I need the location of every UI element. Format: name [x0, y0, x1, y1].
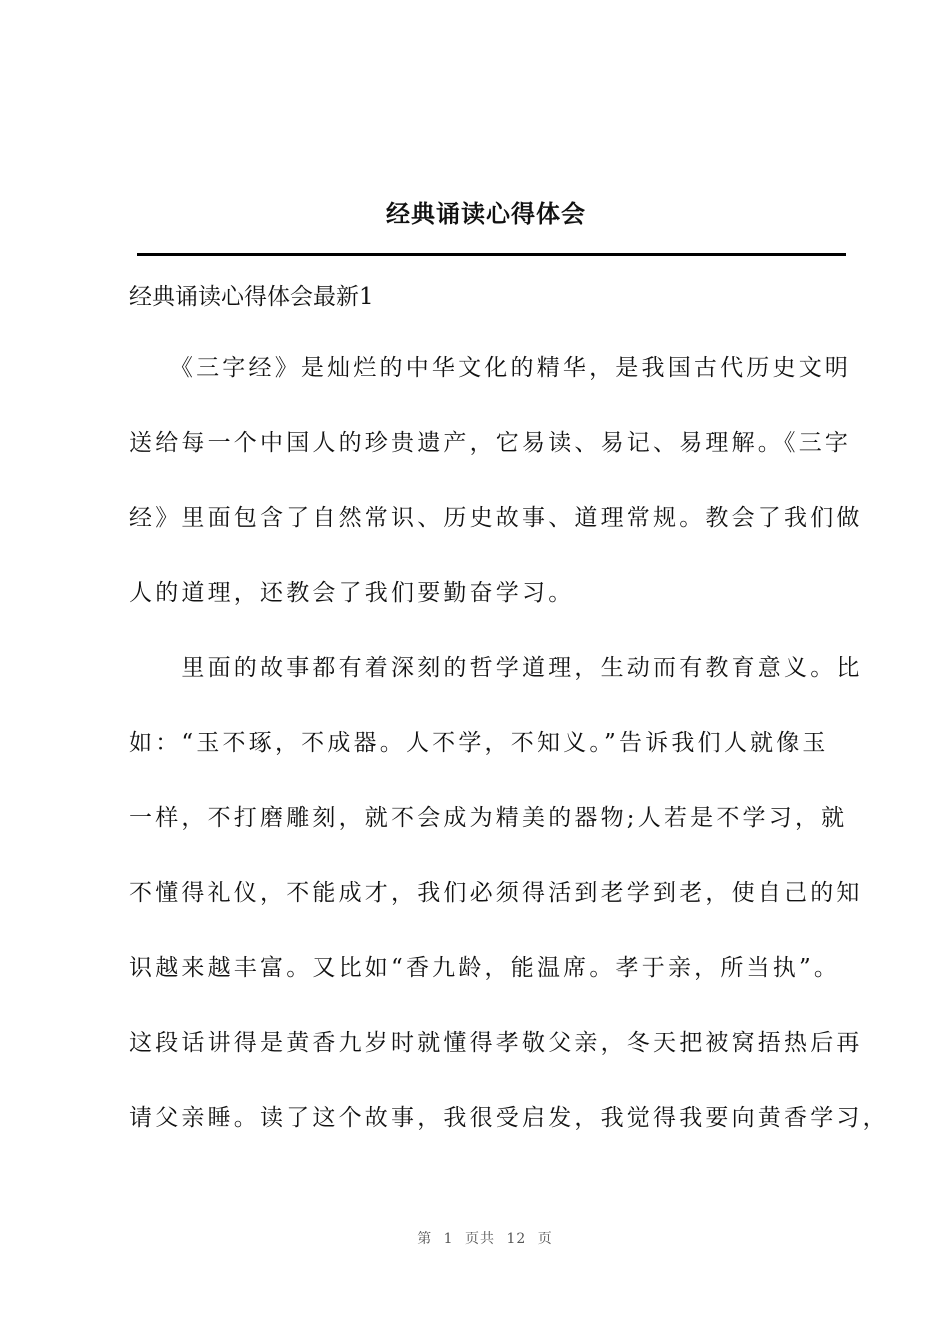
document-title: 经典诵读心得体会 [386, 199, 586, 228]
section-heading: 经典诵读心得体会最新1 [129, 284, 374, 310]
body-line: 不懂得礼仪，不能成才，我们必须得活到老学到老，使自己的知 [129, 880, 863, 906]
body-line: 一样，不打磨雕刻，就不会成为精美的器物;人若是不学习，就 [129, 805, 848, 831]
body-line: 如：“玉不琢，不成器。人不学，不知义。”告诉我们人就像玉 [129, 730, 829, 756]
body-line: 这段话讲得是黄香九岁时就懂得孝敬父亲，冬天把被窝捂热后再 [129, 1030, 863, 1056]
body-line: 人的道理，还教会了我们要勤奋学习。 [129, 580, 575, 606]
body-line: 《三字经》是灿烂的中华文化的精华，是我国古代历史文明 [129, 355, 852, 381]
title-underline [137, 253, 846, 256]
body-line: 送给每一个中国人的珍贵遗产，它易读、易记、易理解。《三字 [129, 430, 852, 456]
body-line: 里面的故事都有着深刻的哲学道理，生动而有教育意义。比 [129, 655, 863, 681]
body-line: 请父亲睡。读了这个故事，我很受启发，我觉得我要向黄香学习， [129, 1105, 889, 1131]
body-line: 识越来越丰富。又比如“香九龄，能温席。孝于亲，所当执”。 [129, 955, 841, 981]
page-footer: 第 1 页共 12 页 [417, 1231, 553, 1247]
body-line: 经》里面包含了自然常识、历史故事、道理常规。教会了我们做 [129, 505, 863, 531]
